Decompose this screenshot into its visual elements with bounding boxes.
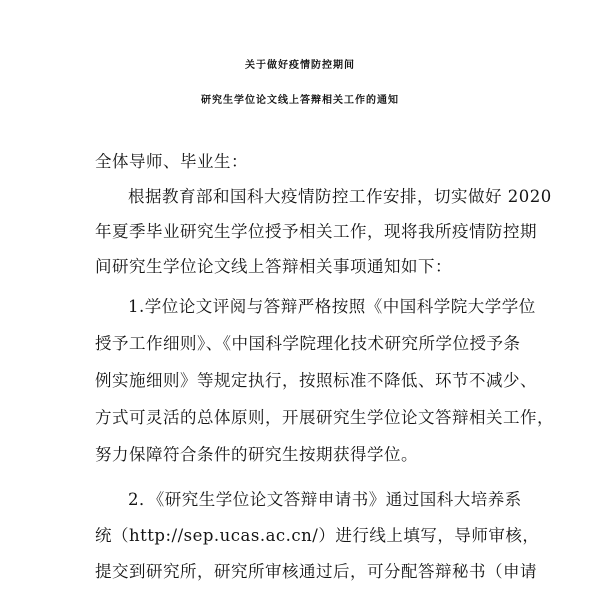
notice-title-line-2: 研究生学位论文线上答辩相关工作的通知 [201, 95, 399, 106]
paragraph-1-line-1: 根据教育部和国科大疫情防控工作安排，切实做好 2020 [128, 187, 552, 206]
paragraph-2-line-5: 努力保障符合条件的研究生按期获得学位。 [95, 445, 418, 464]
paragraph-2-line-3: 例实施细则》等规定执行，按照标准不降低、环节不减少、 [95, 371, 537, 390]
paragraph-1-line-2: 年夏季毕业研究生学位授予相关工作，现将我所疫情防控期 [95, 222, 537, 241]
paragraph-2-line-4: 方式可灵活的总体原则，开展研究生学位论文答辩相关工作， [95, 408, 554, 427]
paragraph-3-line-1: 2．《研究生学位论文答辩申请书》通过国科大培养系 [128, 490, 522, 509]
notice-title-line-1: 关于做好疫情防控期间 [245, 60, 355, 71]
paragraph-2-line-1: 1.学位论文评阅与答辩严格按照《中国科学院大学学位 [128, 297, 536, 316]
salutation: 全体导师、毕业生： [95, 152, 248, 171]
paragraph-1-line-3: 间研究生学位论文线上答辩相关事项通知如下： [95, 257, 452, 276]
paragraph-3-line-2: 统（http://sep.ucas.ac.cn/）进行线上填写，导师审核， [95, 526, 540, 545]
paragraph-2-line-2: 授予工作细则》、《中国科学院理化技术研究所学位授予条 [95, 334, 521, 353]
paragraph-3-line-3: 提交到研究所，研究所审核通过后，可分配答辩秘书（申请 [95, 562, 537, 581]
